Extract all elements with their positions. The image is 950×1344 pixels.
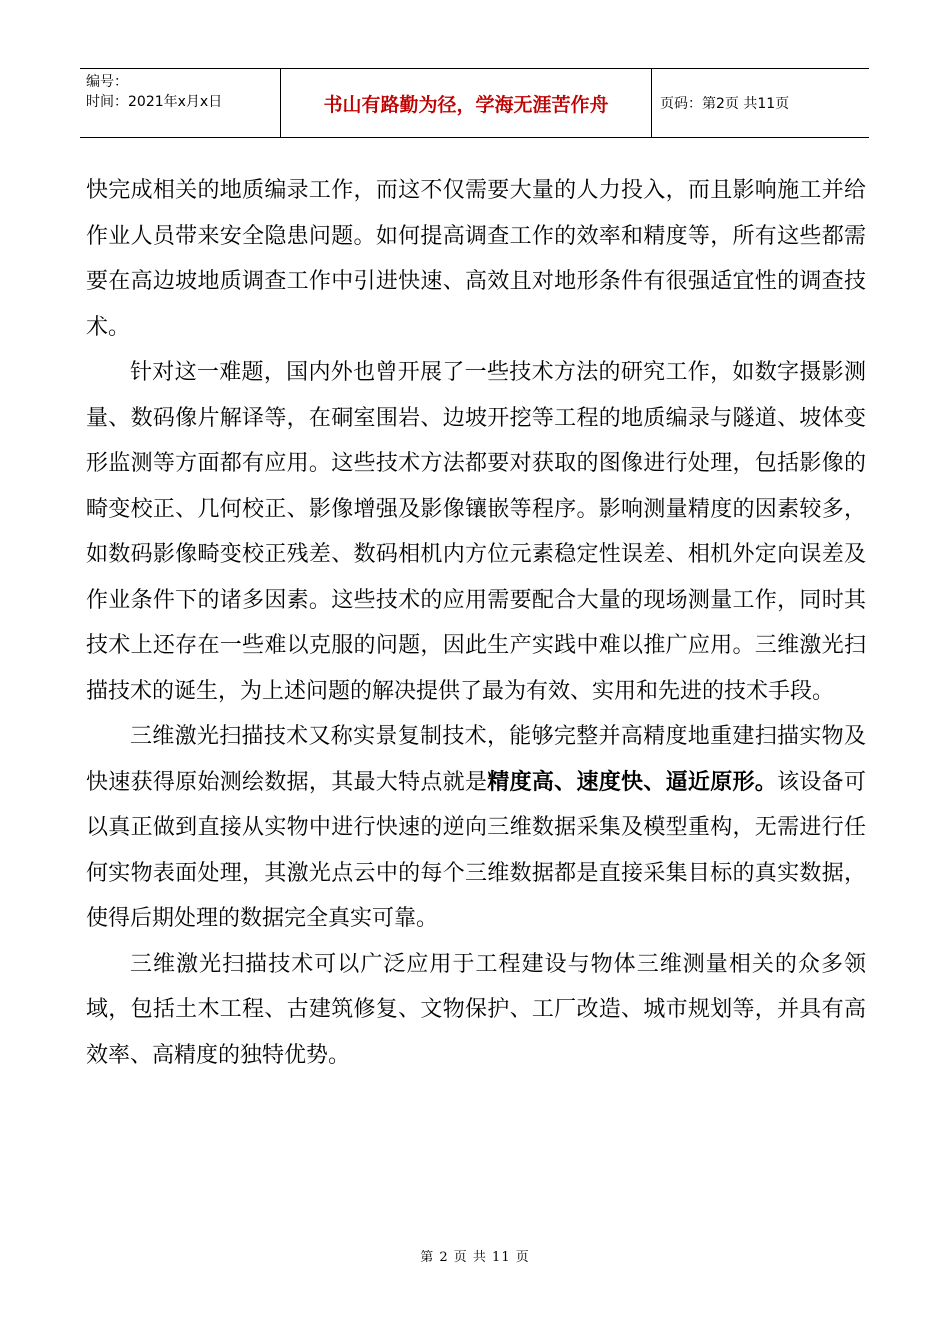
paragraph-3-text-before: 三维激光扫描技术又称实景复制技术，能够完整并高精度地重建扫描实物及快速获得原始测绘数据，其最大特点就是: [86, 724, 866, 795]
document-time-label: 时间：2021年x月x日: [86, 94, 223, 110]
header-motto: 书山有路勤为径，学海无涯苦作舟: [280, 69, 652, 137]
document-body: [86, 168, 866, 1078]
header-page-info: 页码：第2页 共11页: [660, 96, 790, 112]
paragraph-3-text-after: 该设备可以真正做到直接从实物中进行快速的逆向三维数据采集及模型重构，无需进行任何实物表面处理，其激光点云中的每个三维数据都是直接采集目标的真实数据，使得后期处理的数据完全真实可靠。: [86, 769, 866, 931]
paragraph-2: 针对这一难题，国内外也曾开展了一些技术方法的研究工作，如数字摄影测量、数码像片解译等，在硐室围岩、边坡开挖等工程的地质编录与隧道、坡体变形监测等方面都有应用。这些技术方法都要对获取的图像进行处理，包括影像的畸变校正、几何校正、影像增强及影像镶嵌等程序。影响测量精度的因素较多，如数码影像畸变校正残差、数码相机内方位元素稳定性误差、相机外定向误差及作业条件下的诸多因素。这些技术的应用需要配合大量的现场测量工作，同时其技术上还存在一些难以克服的问题，因此生产实践中难以推广应用。三维激光扫描技术的诞生，为上述问题的解决提供了最为有效、实用和先进的技术手段。: [86, 360, 866, 704]
page-header: [80, 68, 869, 138]
paragraph-4: 三维激光扫描技术可以广泛应用于工程建设与物体三维测量相关的众多领域，包括土木工程、古建筑修复、文物保护、工厂改造、城市规划等，并具有高效率、高精度的独特优势。: [86, 951, 866, 1068]
page-footer: 第 2 页 共 11 页: [420, 1250, 530, 1265]
paragraph-3: [86, 714, 866, 942]
document-number-label: 编号：: [86, 74, 128, 90]
paragraph-1: 快完成相关的地质编录工作，而这不仅需要大量的人力投入，而且影响施工并给作业人员带来安全隐患问题。如何提高调查工作的效率和精度等，所有这些都需要在高边坡地质调查工作中引进快速、高效且对地形条件有很强适宜性的调查技术。: [86, 178, 866, 340]
paragraph-3-bold-text: 精度高、速度快、逼近原形。: [487, 769, 778, 795]
header-meta: [80, 69, 280, 137]
